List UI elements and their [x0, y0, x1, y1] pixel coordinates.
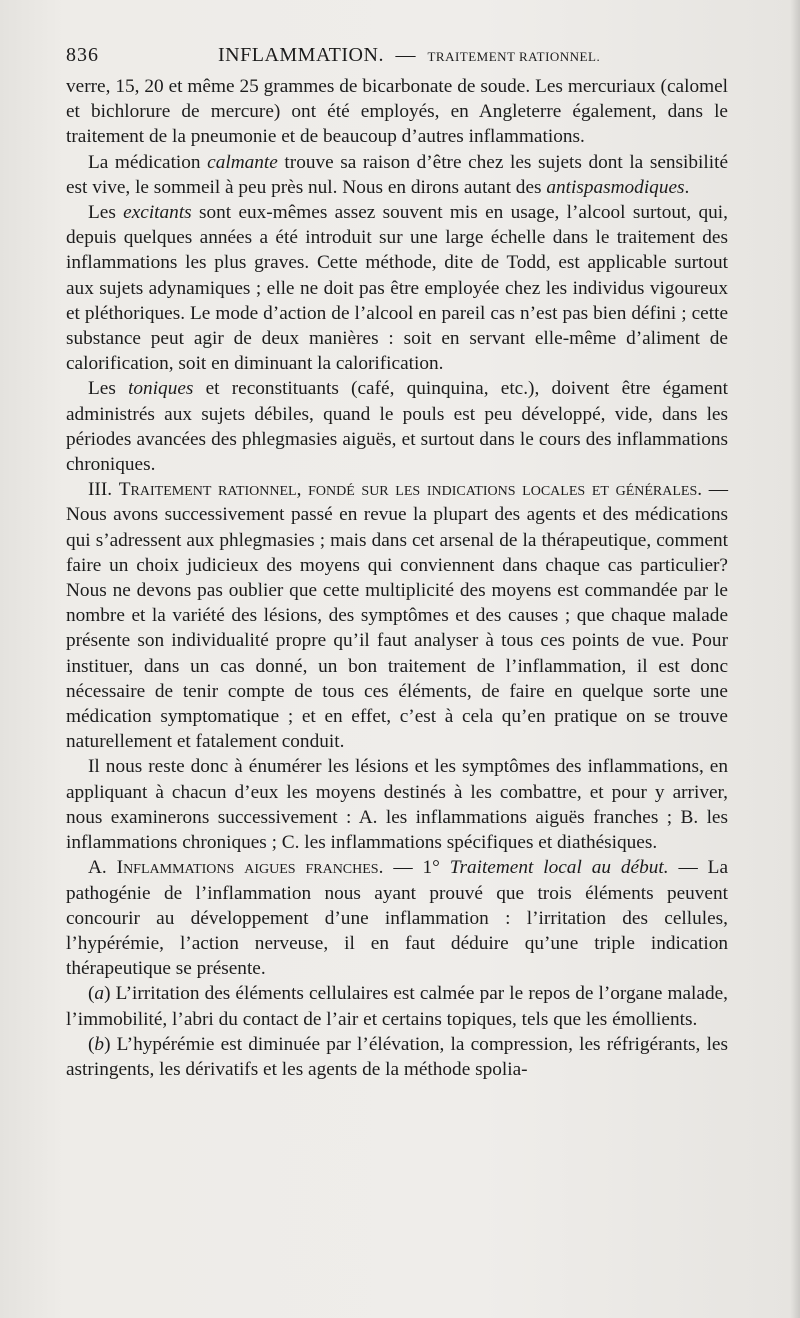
text-run: et reconstituants (café, quinquina, etc.), doivent être égament administrés aux sujets débiles, quand le pouls est peu développé, vide, dans les périodes avancées des phlegmasies aiguës, et surtout dans le cours des inflammations chroniques.	[66, 378, 728, 476]
running-title-main: INFLAMMATION.	[218, 44, 384, 66]
text-run: La médication	[88, 151, 208, 173]
paragraph	[66, 150, 728, 200]
page-number: 836	[66, 44, 99, 66]
text-run: .	[684, 176, 690, 198]
text-run: — 1°	[383, 857, 450, 879]
paragraph	[66, 376, 728, 477]
italic-text: antispasmodiques	[546, 176, 685, 198]
section-heading: Traitement rationnel, fondé sur les indications locales et générales.	[118, 479, 703, 501]
italic-text: a	[94, 983, 105, 1005]
running-title-sub: TRAITEMENT RATIONNEL.	[427, 49, 601, 64]
paragraph	[66, 200, 728, 376]
paragraph	[66, 74, 728, 150]
italic-text: Traitement local au début.	[449, 857, 669, 879]
italic-text: excitants	[123, 202, 192, 224]
text-run: trouve sa raison d’être chez les sujets dont la sensibilité est vive, le sommeil à peu près nul. Nous en dirons autant des	[66, 151, 729, 198]
paragraph	[66, 855, 728, 981]
text-run: (	[88, 983, 95, 1005]
text-run: ) L’hypérémie est diminuée par l’élévation, la compression, les réfrigérants, les astringents, les dérivatifs et les agents de la méthode spolia-	[66, 1033, 728, 1080]
section-heading: Inflammations aigues franches.	[116, 857, 384, 879]
paragraph	[66, 1032, 728, 1082]
text-run: verre, 15, 20 et même 25 grammes de bicarbonate de soude. Les mercuriaux (calomel et bichlorure de mercure) ont été employés, en Angleterre également, dans le traitement de la pneumonie et de beaucoup d’autres inflammations.	[66, 76, 728, 148]
text-run: Il nous reste donc à énumérer les lésions et les symptômes des inflammations, en appliquant à chacun d’eux les moyens destinés à les combattre, et pour y arriver, nous examinerons successivement : A. les inflammations aiguës franches ; B. les inflammations chroniques ; C. les inflammations spécifiques et diathésiques.	[66, 756, 728, 854]
text-run: Les	[88, 202, 124, 224]
paragraph	[66, 477, 728, 754]
running-title	[218, 44, 600, 67]
page-edge-shadow	[790, 0, 800, 1318]
text-run: A.	[88, 857, 117, 879]
running-title-dash: —	[395, 44, 416, 66]
text-run: ) L’irritation des éléments cellulaires est calmée par le repos de l’organe malade, l’immobilité, l’abri du contact de l’air et certains topiques, tels que les émollients.	[66, 983, 728, 1030]
text-run: — Nous avons successivement passé en revue la plupart des agents et des médications qui s’adressent aux phlegmasies ; mais dans cet arsenal de la thérapeutique, comment faire un choix judicieux des moyens qui conviennent dans chaque cas particulier? Nous ne devons pas oublier que cette multiplicité des moyens est commandée par le nombre et la variété des lésions, des symptômes et des causes ; que chaque malade présente son individualité propre qu’il faut analyser à tous ces points de vue. Pour instituer, dans un cas donné, un bon traitement de l’inflammation, il est donc nécessaire de tenir compte de tous ces éléments, de faire en quelque sorte une médication symptomatique ; et en effet, c’est à cela qu’en pratique on se trouve naturellement et fatalement conduit.	[66, 479, 728, 753]
text-run: Les	[88, 378, 129, 400]
text-run: III.	[88, 479, 119, 501]
italic-text: calmante	[207, 151, 278, 173]
italic-text: b	[94, 1033, 105, 1055]
body-text	[66, 74, 728, 1082]
text-run: sont eux-mêmes assez souvent mis en usage, l’alcool surtout, qui, depuis quelques années a été introduit sur une large échelle dans le traitement des inflammations les plus graves. Cette méthode, dite de Todd, est applicable surtout aux sujets adynamiques ; elle ne doit pas être employée chez les individus vigoureux et pléthoriques. Le mode d’action de l’alcool en pareil cas n’est pas bien défini ; cette substance peut agir de deux manières : soit en servant elle-même d’aliment de calorification, soit en diminuant la calorification.	[66, 202, 728, 375]
italic-text: toniques	[128, 378, 194, 400]
text-run: — La pathogénie de l’inflammation nous ayant prouvé que trois éléments peuvent concourir au développement d’une inflammation : l’irritation des cellules, l’hypérémie, l’action nerveuse, il en faut déduire qu’une triple indication thérapeutique se présente.	[66, 857, 728, 980]
paragraph	[66, 754, 728, 855]
paragraph	[66, 981, 728, 1031]
text-run: (	[88, 1033, 95, 1055]
running-header	[66, 44, 746, 70]
